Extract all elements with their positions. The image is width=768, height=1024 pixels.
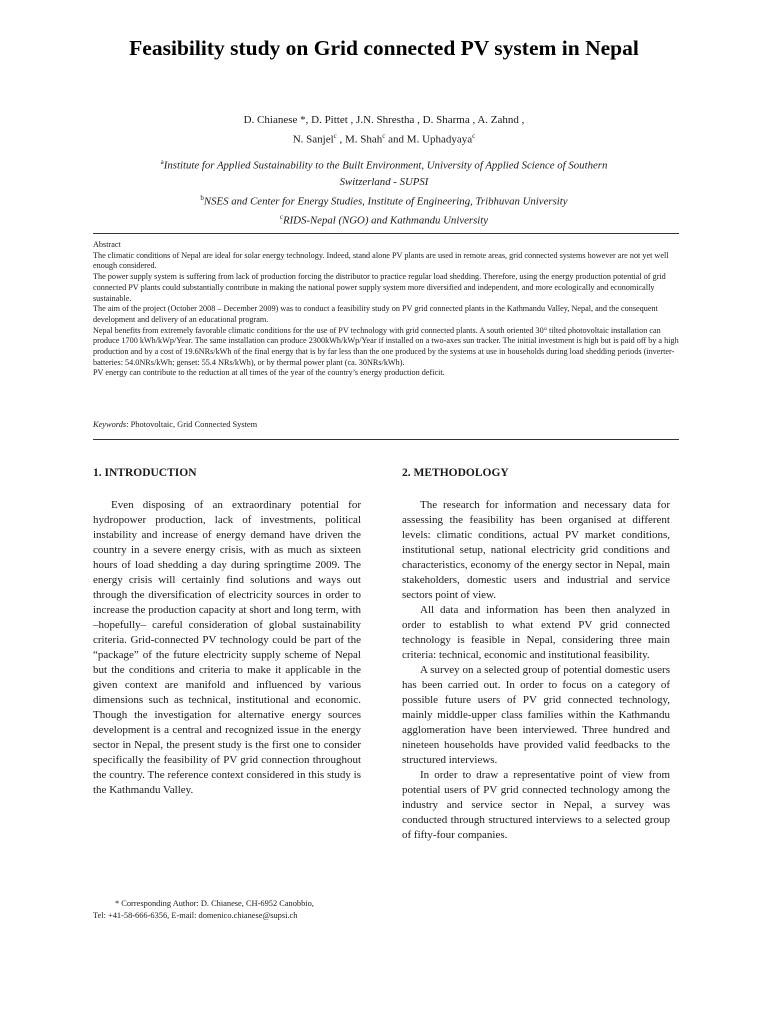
abstract-heading: Abstract xyxy=(93,240,121,249)
author-uphadyaya: and M. Uphadyaya xyxy=(385,133,473,146)
footnote-line-1: * Corresponding Author: D. Chianese, CH-6952 Canobbio, xyxy=(115,899,314,908)
divider-top xyxy=(93,233,679,234)
methodology-paragraph: A survey on a selected group of potential domestic users has been carried out. In order to focus on a category of possible future users of PV grid connected technology, mainly middle-upper class families within the Kathmandu agglomeration have been interviewed. Three hundred and nineteen households have provided valid feedbacks to the structured interviews. xyxy=(402,664,670,766)
affil-marker: c xyxy=(472,132,476,140)
affiliations xyxy=(0,154,768,229)
introduction-paragraph: Even disposing of an extraordinary potential for hydropower production, lack of investments, political instability and increase of energy demand have driven the country in a severe energy crisis, with as much as sixteen hours of load shedding a day during springtime 2009. The energy crisis will certainly find solutions and ways out through the diversification of electricity sources in order to increase the production capacity at short and long term, with –hopefully– careful consideration of global sustainability criteria. Grid-connected PV technology could be part of the “package” of the future electricity supply scheme of Nepal but the conditions and criteria to make it applicable in the given context are manifold and influenced by various dimensions such as technical, institutional and economic. Though the investigation for alternative energy sources development is a central and recognized issue in the energy sector in Nepal, the present study is the first one to consider specifically the feasibility of PV grid connection throughout the country. The reference context considered in this study is the Kathmandu Valley. xyxy=(93,499,361,796)
paper-title: Feasibility study on Grid connected PV system in Nepal xyxy=(129,36,639,60)
footnote-line-2: Tel: +41-58-666-6356, E-mail: domenico.chianese@supsi.ch xyxy=(93,911,298,920)
author-list xyxy=(0,112,768,148)
author-sanjel: N. Sanjel xyxy=(292,133,334,146)
affil-marker: b xyxy=(200,193,204,202)
affil-marker: c xyxy=(333,132,337,140)
methodology-section xyxy=(402,466,670,843)
affiliation-c-text: RIDS-Nepal (NGO) and Kathmandu University xyxy=(282,214,489,227)
affiliation-a xyxy=(0,154,768,174)
author-line-1: D. Chianese *, D. Pittet , J.N. Shrestha , D. Sharma , A. Zahnd , xyxy=(243,114,525,126)
affiliation-c xyxy=(0,209,768,229)
affil-marker: c xyxy=(382,132,386,140)
affiliation-a-text: Institute for Applied Sustainability to the Built Environment, University of Applied Science of Southern xyxy=(163,159,608,172)
affiliation-a-cont: Switzerland - SUPSI xyxy=(339,175,429,188)
affil-marker: c xyxy=(279,213,283,222)
methodology-paragraph: All data and information has been then analyzed in order to establish to what extend PV grid connected technology is feasible in Nepal, considering three main criteria: technical, economic and institutional feasibility. xyxy=(402,604,670,661)
abstract xyxy=(93,240,685,379)
affiliation-b xyxy=(0,190,768,210)
corresponding-author-footnote xyxy=(93,898,369,922)
keywords-text: : Photovoltaic, Grid Connected System xyxy=(126,420,258,429)
affil-marker: a xyxy=(160,158,164,166)
author-line-2 xyxy=(0,128,768,148)
abstract-paragraph: The aim of the project (October 2008 – December 2009) was to conduct a feasibility study on PV grid connected plants in the Kathmandu Valley, Nepal, and the consequent development and delivery of an educational program. xyxy=(93,304,658,324)
abstract-paragraph: The power supply system is suffering from lack of production forcing the distributor to practice regular load shedding. Therefore, using the energy production potential of grid connected PV plants could substantially contribute in making the national power supply system more diversified and independent, and more ecologically and economically sustainable. xyxy=(93,272,666,303)
methodology-paragraph: In order to draw a representative point of view from potential users of PV grid connected technology among the industry and service sector in Nepal, a survey was conducted through structured interviews to a selected group of fifty-four companies. xyxy=(402,769,670,841)
abstract-paragraph: The climatic conditions of Nepal are ideal for solar energy technology. Indeed, stand alone PV plants are used in remote areas, grid connected systems however are not yet well enough considered. xyxy=(93,250,669,271)
abstract-paragraph: PV energy can contribute to the reduction at all times of the year of the country’s energy production deficit. xyxy=(93,368,445,378)
keywords-label: Keywords xyxy=(93,420,127,429)
section-heading-methodology: 2. METHODOLOGY xyxy=(402,467,509,479)
affiliation-b-text: NSES and Center for Energy Studies, Institute of Engineering, Tribhuvan University xyxy=(203,195,568,208)
introduction-section xyxy=(93,466,361,798)
keywords xyxy=(93,420,685,429)
divider-bottom xyxy=(93,439,679,440)
section-heading-introduction: 1. INTRODUCTION xyxy=(93,467,197,479)
author-shah: , M. Shah xyxy=(336,133,383,146)
abstract-paragraph: Nepal benefits from extremely favorable climatic conditions for the use of PV technology with grid connected plants. A south oriented 30° tilted photovoltaic installation can produce 1700 kWh/kWp/Year. The same installation can produce 2300kWh/kWp/Year if installed on a two-axes sun tracker. The initial investment is high but is paid off by a high production and by a cost of 19.6NRs/kWh of the final energy that is by far less than the one produced by the systems at use in households during load shedding periods (inverter-batteries: 54.0NRs/kWh; genset: 55.4 NRs/kWh), or by thermal power plant (ca. 30NRs/kWh). xyxy=(93,325,679,367)
methodology-paragraph: The research for information and necessary data for assessing the feasibility has been organised at different levels: climatic conditions, actual PV market conditions, institutional setup, national electricity grid conditions and characteristics, economy of the energy sector in Nepal, main stakeholders, domestic users and industrial and service sectors point of view. xyxy=(402,499,670,601)
